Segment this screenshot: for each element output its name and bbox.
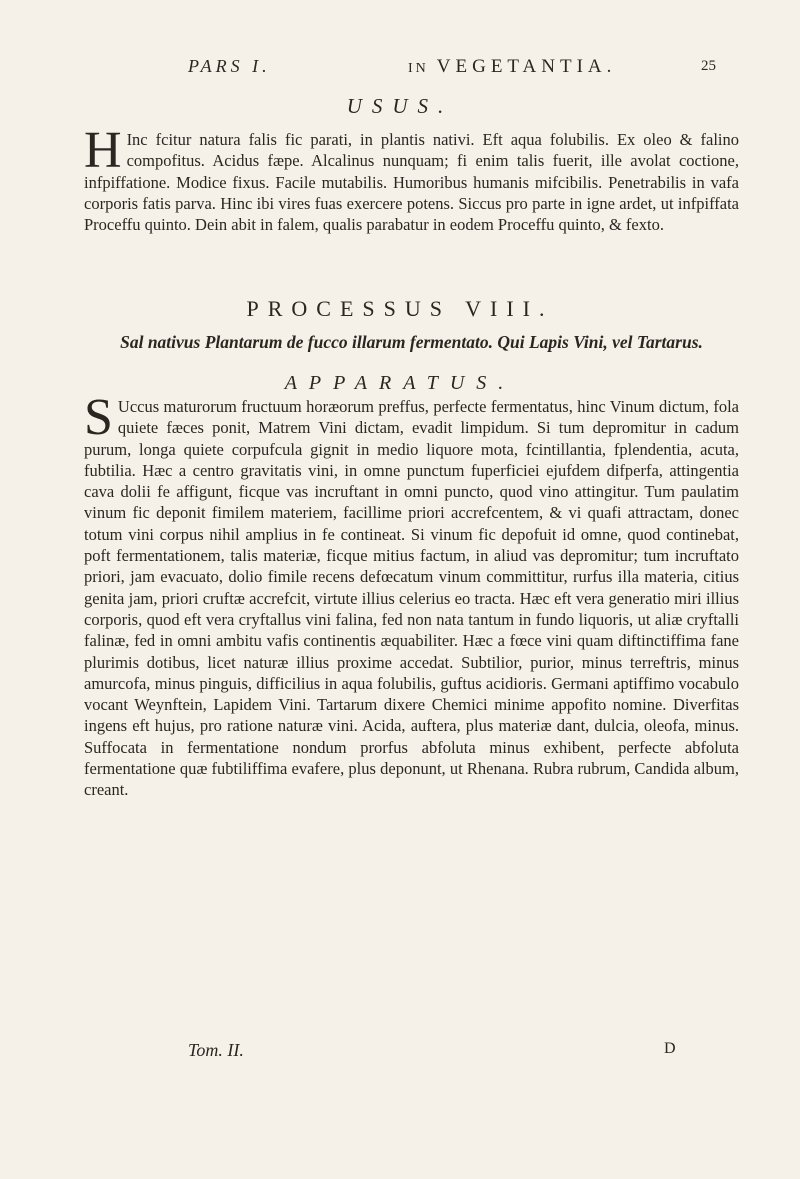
section-title-usus: USUS. [346, 94, 454, 118]
running-head-part: PARS I. [188, 56, 271, 76]
running-head-title [408, 56, 616, 78]
paragraph-usus-text: Inc fcitur natura falis fic parati, in plantis nativi. Eft aqua folubilis. Ex oleo & falino compofitus. Acidus fæpe. Alcalinus nunquam; fi enim talis fuerit, ille avolat coctione, infpiffatione. Modice fixus. Facile mutabilis. Humoribus humanis mifcibilis. Penetrabilis in vafa corporis fatis parva. Hinc ibi vires fuas exercere potens. Siccus pro parte in igne ardet, ut infpiffata Proceffu quinto. Dein abit in falem, qualis parabatur in eodem Proceffu quinto, & fexto. [84, 130, 739, 235]
running-head-subject: VEGETANTIA. [436, 56, 617, 77]
running-head [0, 56, 800, 86]
volume-signature: Tom. II. [188, 1040, 244, 1060]
page-number: 25 [701, 58, 716, 74]
process-title: PROCESSUS VIII. [246, 296, 554, 321]
dropcap-h: H [84, 122, 122, 179]
paragraph-apparatus [84, 389, 739, 801]
dropcap-s: S [84, 389, 113, 446]
gathering-mark: D [664, 1040, 676, 1057]
process-subtitle: Sal nativus Plantarum de fucco illarum fermentato. Qui Lapis Vini, vel Tartarus. [120, 332, 703, 352]
paragraph-apparatus-text: Uccus maturorum fructuum horæorum preffus, perfecte fermentatus, hinc Vinum dictum, fola quiete fæces ponit, Matrem Vini dictam, evadit limpidum. Si tum depromitur in cadum purum, longa quiete corpufcula gignit in medio liquore mota, fcintillantia, fplendentia, acuta, fubtilia. Hæc a centro gravitatis vini, in omne punctum fuperficiei ejufdem difperfa, attingentia cava dolii fe affigunt, ficque vas incruftant in omni puncto, quod vino attingitur. Tum paulatim vinum fic deponit fimilem materiem, facillime priori accrefcentem, & vi quafi attractam, donec totum vini corpus nihil amplius in fe contineat. Si vinum fic depofuit id omne, quod continebat, poft fermentationem, talis materiæ, ficque mitius factum, in aliud vas depromitur; tum incruftato priori, jam evacuato, dolio fimile recens defœcatum vinum committitur, rurfus illa materia, citius genita jam, priori cruftæ accrefcit, virtute illius celerius eo tracta. Hæc eft vera generatio miri illius corporis, quod eft vera cryftallus vini falina, fed non nata tantum in fundo liquoris, ut aliæ cryftalli falinæ, fed in omni ambitu vafis continentis æquabiliter. Hæc a fœce vini quam diftinctiffima fane plurimis dotibus, licet naturæ illius proxime accedat. Subtilior, purior, minus terreftris, minus amurcofa, minus pinguis, difficilius in aqua folubilis, guftus acidioris. Germani aptiffimo vocabulo vocant Weynftein, Lapidem Vini. Tartarum dixere Chemici minime appofito nomine. Diverfitas ingens eft hujus, pro ratione naturæ vini. Acida, auftera, plus materiæ dant, dulcia, oleofa, minus. Suffocata in fermentatione nondum prorfus abfoluta minus exhibent, perfecte abfoluta fermentatione quæ fubtiliffima evafere, plus deponunt, ut Rhenana. Rubra rubrum, Candida album, creant. [84, 397, 739, 800]
running-head-in: IN [408, 61, 429, 76]
apparatus-title: APPARATUS. [284, 372, 516, 394]
paragraph-usus [84, 122, 739, 235]
